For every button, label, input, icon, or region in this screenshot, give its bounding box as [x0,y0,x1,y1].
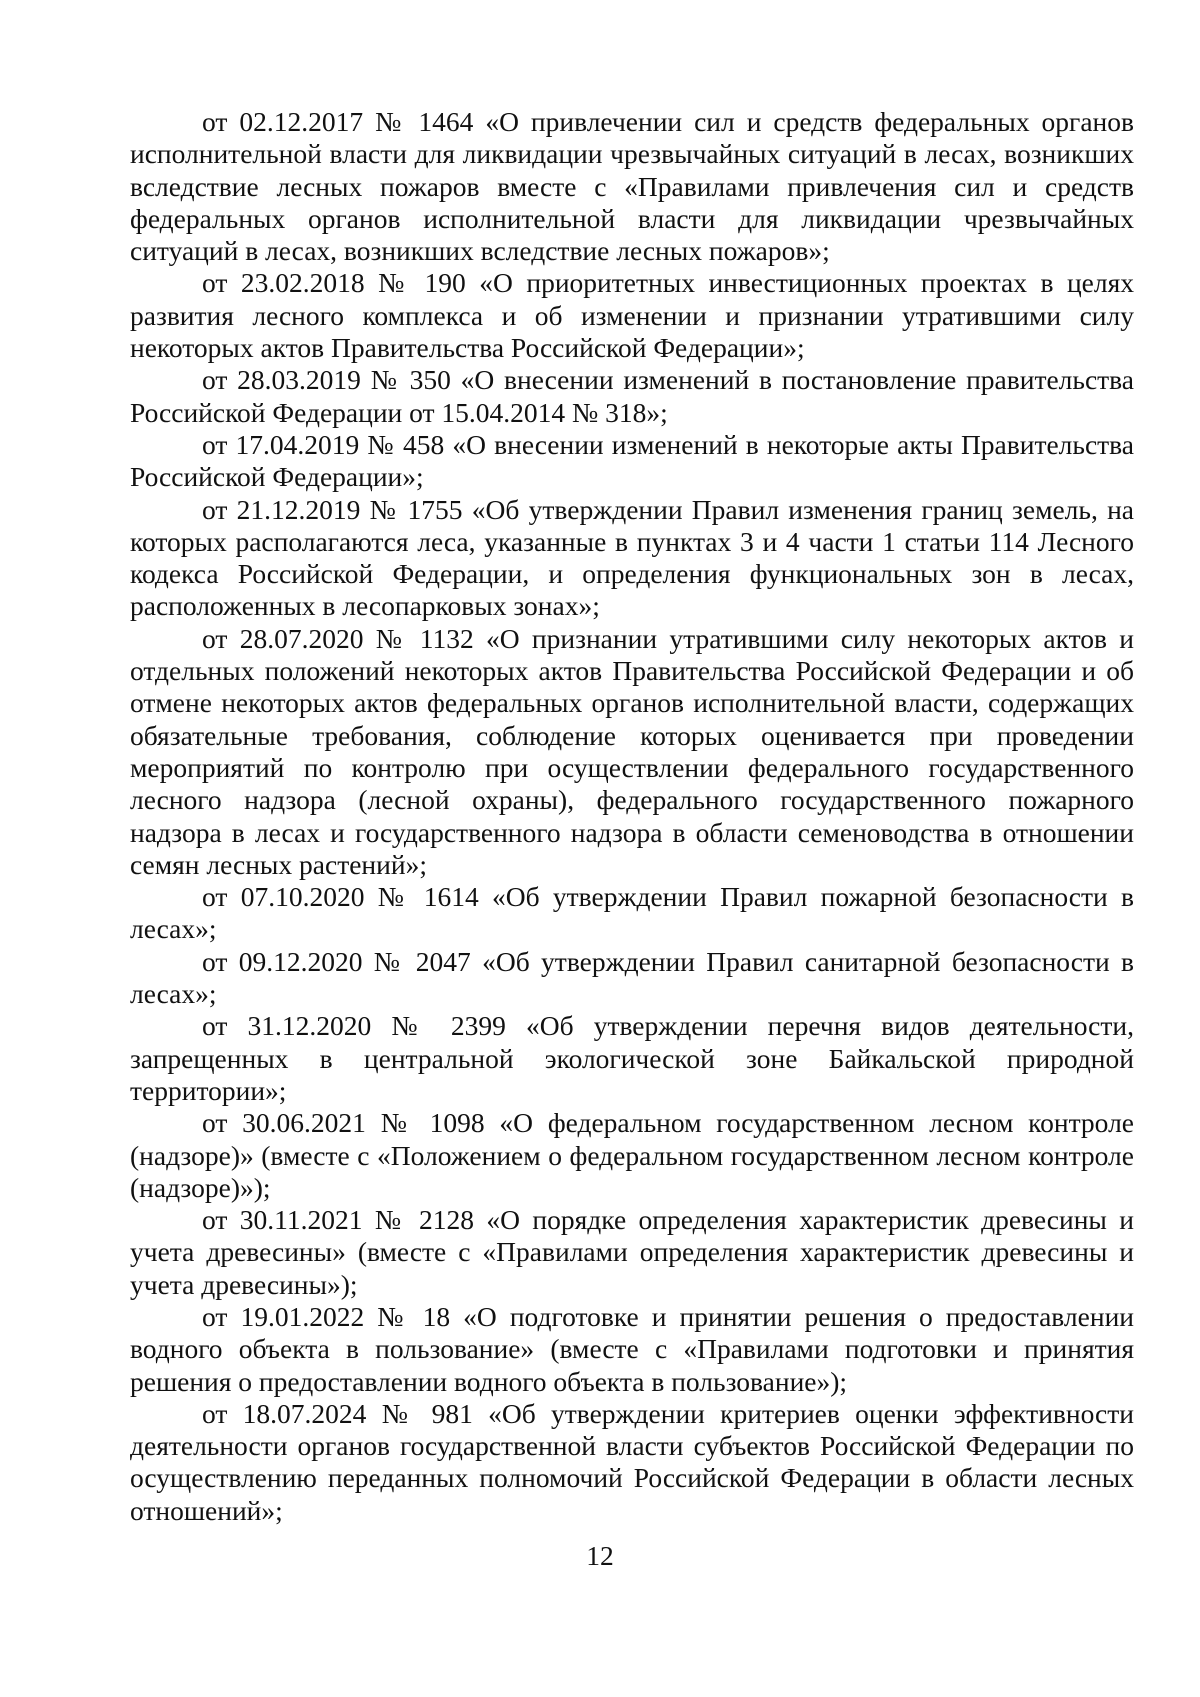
paragraph-decree-2128: от 30.11.2021 № 2128 «О порядке определения характеристик древесины и учета древесины» (вместе с «Правилами определения характеристик древесины и учета древесины»); [130,1204,1134,1300]
paragraph-decree-190: от 23.02.2018 № 190 «О приоритетных инвестиционных проектах в целях развития лесного комплекса и об изменении и признании утратившими силу некоторых актов Правительства Российской Федерации»; [130,267,1134,364]
paragraph-decree-1755: от 21.12.2019 № 1755 «Об утверждении Правил изменения границ земель, на которых располагаются леса, указанные в пунктах 3 и 4 части 1 статьи 114 Лесного кодекса Российской Федерации, и определения функциональных зон в лесах, расположенных в лесопарковых зонах»; [130,493,1134,622]
paragraph-decree-1098: от 30.06.2021 № 1098 «О федеральном государственном лесном контроле (надзоре)» (вместе с «Положением о федеральном государственном лесном контроле (надзоре)»); [130,1107,1134,1203]
paragraph-decree-1614: от 07.10.2020 № 1614 «Об утверждении Правил пожарной безопасности в лесах»; [130,881,1134,945]
paragraph-decree-2047: от 09.12.2020 № 2047 «Об утверждении Правил санитарной безопасности в лесах»; [130,945,1134,1010]
paragraph-decree-2399: от 31.12.2020 № 2399 «Об утверждении перечня видов деятельности, запрещенных в центральной экологической зоне Байкальской природной территории»; [130,1010,1134,1106]
paragraph-decree-981: от 18.07.2024 № 981 «Об утверждении критериев оценки эффективности деятельности органов государственной власти субъектов Российской Федерации по осуществлению переданных полномочий Российской Федерации в области лесных отношений»; [130,1397,1134,1526]
body-text [130,106,1134,1527]
paragraph-decree-458: от 17.04.2019 № 458 «О внесении изменений в некоторые акты Правительства Российской Федерации»; [130,428,1134,493]
paragraph-decree-350: от 28.03.2019 № 350 «О внесении изменений в постановление правительства Российской Федерации от 15.04.2014 № 318»; [130,364,1134,428]
paragraph-decree-1132: от 28.07.2020 № 1132 «О признании утратившими силу некоторых актов и отдельных положений некоторых актов Правительства Российской Федерации и об отмене некоторых актов федеральных органов исполнительной власти, содержащих обязательные требования, соблюдение которых оценивается при проведении мероприятий по контролю при осуществлении федерального государственного лесного надзора (лесной охраны), федерального государственного пожарного надзора в лесах и государственного надзора в области семеноводства в отношении семян лесных растений»; [130,622,1134,880]
paragraph-decree-18: от 19.01.2022 № 18 «О подготовке и принятии решения о предоставлении водного объекта в пользование» (вместе с «Правилами подготовки и принятия решения о предоставлении водного объекта в пользование»); [130,1300,1134,1397]
paragraph-decree-1464: от 02.12.2017 № 1464 «О привлечении сил и средств федеральных органов исполнительной власти для ликвидации чрезвычайных ситуаций в лесах, возникших вследствие лесных пожаров вместе с «Правилами привлечения сил и средств федеральных органов исполнительной власти для ликвидации чрезвычайных ситуаций в лесах, возникших вследствие лесных пожаров»; [130,106,1134,267]
page-number: 12 [586,1540,614,1571]
